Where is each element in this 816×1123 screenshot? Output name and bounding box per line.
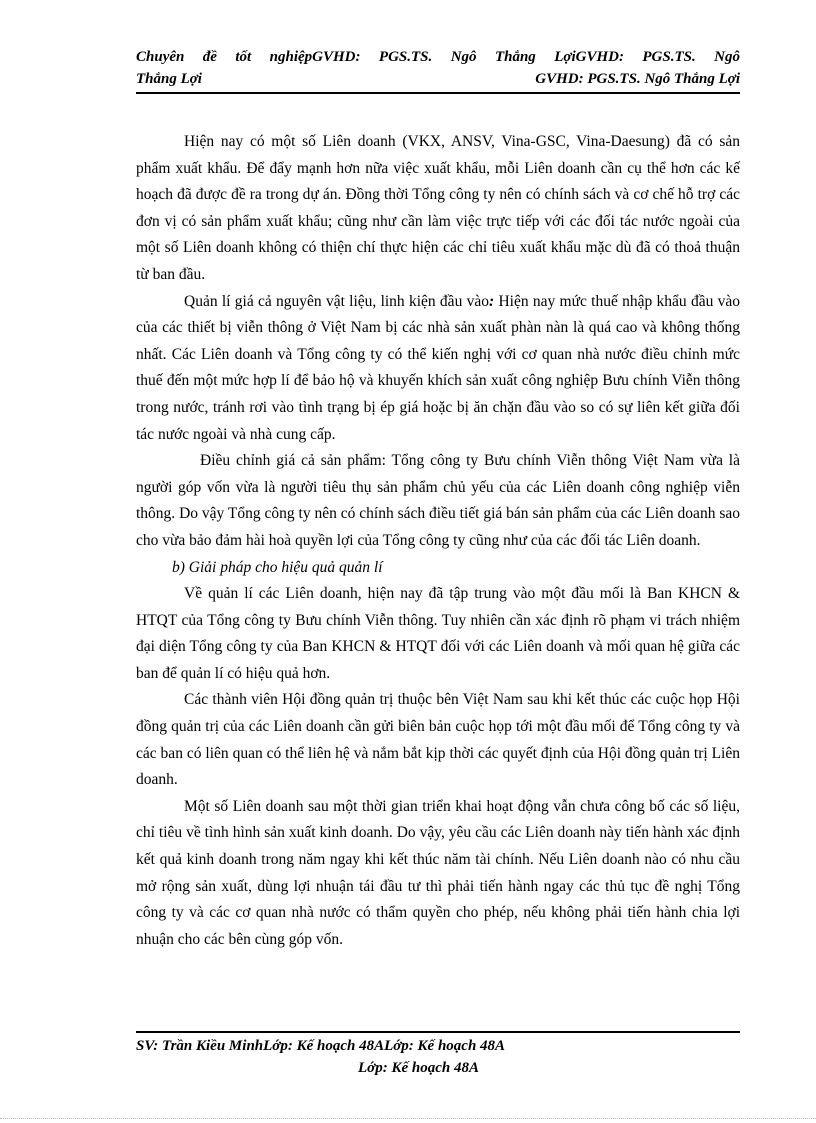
paragraph-product-price: Điều chỉnh giá cả sản phẩm: Tổng công ty Bưu chính Viễn thông Việt Nam vừa là người góp vốn vừa là người tiêu thụ sản phẩm chủ yếu của các Liên doanh công nghiệp viễn thông. Do vậy Tổng công ty nên có chính sách điều tiết giá bán sản phẩm của các Liên doanh sao cho vừa bảo đảm hài hoà quyền lợi của Tổng công ty cũng như của các đối tác Liên doanh. [136, 452, 740, 549]
footer-line-2: Lớp: Kế hoạch 48A [358, 1060, 479, 1076]
paragraph-board-members: Các thành viên Hội đồng quản trị thuộc bên Việt Nam sau khi kết thúc các cuộc họp Hội đồng quản trị của các Liên doanh cần gửi biên bản cuộc họp tới một đầu mối để Tổng công ty và các ban có liên quan có thể liên hệ và nắm bắt kịp thời các quyết định của Hội đồng quản trị Liên doanh. [136, 691, 740, 789]
document-body [136, 129, 740, 953]
page-header [136, 46, 740, 94]
paragraph-management-focal: Về quản lí các Liên doanh, hiện nay đã tập trung vào một đầu mối là Ban KHCN & HTQT của Tổng công ty Bưu chính Viễn thông. Tuy nhiên cần xác định rõ phạm vi trách nhiệm đại diện Tổng công ty của Ban KHCN & HTQT đối với các Liên doanh và mối quan hệ giữa các ban để quản lí có hiệu quả hơn. [136, 585, 740, 682]
header-line-2-right: GVHD: PGS.TS. Ngô Thắng Lợi [535, 71, 740, 87]
header-line-2 [136, 68, 740, 90]
header-line-1: Chuyên đề tốt nghiệpGVHD: PGS.TS. Ngô Thắng LợiGVHD: PGS.TS. Ngô [136, 49, 740, 65]
page-bottom-divider [0, 1118, 816, 1119]
header-line-2-left: Thắng Lợi [136, 71, 202, 87]
input-price-rest: Hiện nay mức thuế nhập khẩu đầu vào của các thiết bị viễn thông ở Việt Nam bị các nhà sản xuất phàn nàn là quá cao và không thống nhất. Các Liên doanh và Tổng công ty có thể kiến nghị với cơ quan nhà nước điều chỉnh mức thuế đến một mức hợp lí để bảo hộ và khuyến khích sản xuất công nghiệp Bưu chính Viễn thông trong nước, tránh rơi vào tình trạng bị ép giá hoặc bị ăn chặn đầu vào so có sự liên kết giữa đối tác nước ngoài và nhà cung cấp. [136, 292, 740, 443]
input-price-lead: Quản lí giá cả nguyên vật liệu, linh kiện đầu vào [184, 292, 489, 310]
paragraph-input-price [136, 289, 740, 449]
paragraph-disclosure: Một số Liên doanh sau một thời gian triển khai hoạt động vẫn chưa công bố các số liệu, chỉ tiêu về tình hình sản xuất kinh doanh. Do vậy, yêu cầu các Liên doanh này tiến hành xác định kết quả kinh doanh trong năm ngay khi kết thúc năm tài chính. Nếu Liên doanh nào có nhu cầu mở rộng sản xuất, dùng lợi nhuận tái đầu tư thì phải tiến hành ngay các thủ tục đề nghị Tổng công ty và các cơ quan nhà nước có thẩm quyền cho phép, nếu không phải tiến hành chia lợi nhuận cho các bên cùng góp vốn. [136, 797, 740, 948]
page-footer [136, 1031, 740, 1079]
subheading-management: b) Giải pháp cho hiệu quả quản lí [172, 558, 383, 576]
input-price-colon: : [488, 292, 495, 310]
footer-line-1: SV: Trần Kiều MinhLớp: Kế hoạch 48ALớp: Kế hoạch 48A [136, 1038, 506, 1054]
paragraph-export: Hiện nay có một số Liên doanh (VKX, ANSV, Vina-GSC, Vina-Daesung) đã có sản phẩm xuất khẩu. Để đẩy mạnh hơn nữa việc xuất khẩu, mỗi Liên doanh cần cụ thể hơn các kế hoạch đã được đề ra trong dự án. Đồng thời Tổng công ty nên có chính sách và cơ chế hỗ trợ các đơn vị có sản phẩm xuất khẩu; cũng như cần làm việc trực tiếp với các đối tác nước ngoài của một số Liên doanh không có thiện chí thực hiện các chỉ tiêu xuất khẩu mặc dù đã có thoả thuận từ ban đầu. [136, 133, 740, 283]
